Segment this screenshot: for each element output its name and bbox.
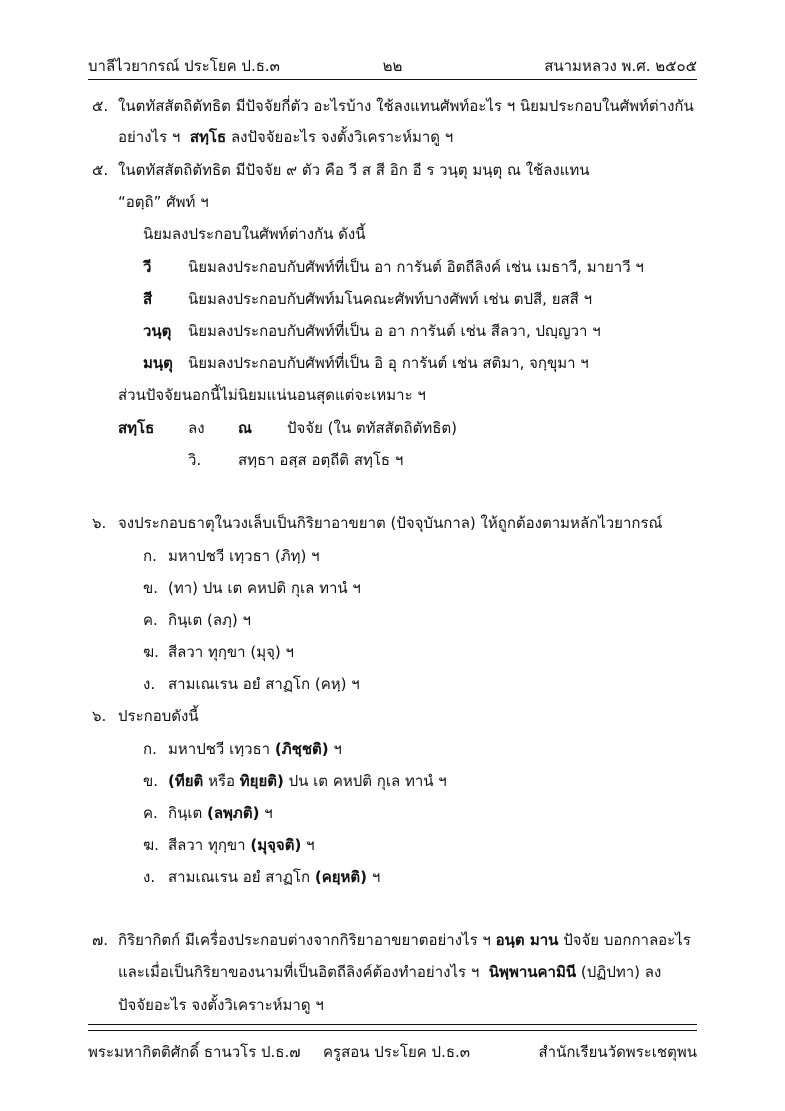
header-rule (88, 79, 697, 80)
a5-item-desc: นิยมลงประกอบกับศัพท์ที่เป็น อิ อุ การันต์ เช่น สติมา, จกฺขุมา ฯ (188, 354, 589, 372)
q7-line2: และเมื่อเป็นกิริยาของนามที่เป็นอิตถีลิงค์ต้องทำอย่างไร ฯ นิพฺพานคามินี (ปฏิปทา) ลง (118, 963, 662, 981)
page-number: ๒๒ (382, 57, 403, 75)
a6-item-text: สีลวา ทุกฺขา (มุจฺจติ) ฯ (168, 836, 315, 854)
a5-line1: ในตทัสสัตถิตัทธิต มีปัจจัย ๙ ตัว คือ วี ส สี อิก อี ร วนฺตุ มนฺตุ ณ ใช้ลงแทน (118, 161, 590, 179)
q6-item-label: ค. (143, 611, 158, 629)
page-header (88, 50, 697, 78)
q6-number: ๖. (92, 514, 107, 532)
q7-number: ๗. (92, 931, 109, 949)
vi-label: วิ. (188, 451, 202, 469)
a6-item-label: ง. (143, 868, 156, 886)
a5-item-desc: นิยมลงประกอบกับศัพท์ที่เป็น อา การันต์ อิตถีลิงค์ เช่น เมธาวี, มายาวี ฯ (188, 258, 644, 276)
footer-right: สำนักเรียนวัดพระเชตุพน (538, 1043, 697, 1061)
a5-item-term: วี (143, 258, 152, 276)
footer-left: พระมหากิตติศักดิ์ ธานวโร ป.ธ.๗ (88, 1043, 301, 1061)
a6-number: ๖. (92, 707, 107, 725)
a5-item-desc: นิยมลงประกอบกับศัพท์มโนคณะศัพท์บางศัพท์ เช่น ตปสี, ยสสี ฯ (188, 290, 593, 308)
a5-line3: นิยมลงประกอบในศัพท์ต่างกัน ดังนี้ (143, 225, 366, 243)
q7-line1: กิริยากิตก์ มีเครื่องประกอบต่างจากกิริยาอาขยาตอย่างไร ฯ อนฺต มาน ปัจจัย บอกกาลอะไร (118, 931, 691, 949)
page-footer (88, 1040, 697, 1064)
q6-item-text: กินฺเต (ลภฺ) ฯ (168, 611, 251, 629)
a5-answer-desc: ปัจจัย (ใน ตทัสสัตถิตัทธิต) (287, 419, 457, 437)
a5-number: ๕. (92, 161, 109, 179)
q6-item-text: สีลวา ทุกฺขา (มุจฺ) ฯ (168, 643, 294, 661)
q6-item-label: ฆ. (143, 643, 159, 661)
q5-line2: อย่างไร ฯ สทฺโธ ลงปัจจัยอะไร จงตั้งวิเคราะห์มาดู ฯ (118, 128, 454, 146)
header-right: สนามหลวง พ.ศ. ๒๕๐๕ (544, 57, 697, 75)
a5-item-term: สี (143, 290, 153, 308)
q5-line1: ในตทัสสัตถิตัทธิต มีปัจจัยกี่ตัว อะไรบ้าง ใช้ลงแทนศัพท์อะไร ฯ นิยมประกอบในศัพท์ต่างกัน (118, 97, 694, 115)
footer-center: ครูสอน ประโยค ป.ธ.๓ (323, 1043, 471, 1061)
a6-item-label: ค. (143, 804, 158, 822)
q6-title: จงประกอบธาตุในวงเล็บเป็นกิริยาอาขยาต (ปัจจุบันกาล) ให้ถูกต้องตามหลักไวยากรณ์ (118, 514, 663, 532)
q6-item-label: ก. (143, 547, 157, 565)
a5-line2: “อตฺถิ” ศัพท์ ฯ (118, 193, 209, 211)
q6-item-label: ข. (143, 579, 159, 597)
a6-item-label: ฆ. (143, 836, 159, 854)
q7-line3: ปัจจัยอะไร จงตั้งวิเคราะห์มาดู ฯ (118, 996, 324, 1014)
a5-answer-suffix: ณ (238, 419, 252, 437)
a6-item-label: ข. (143, 772, 159, 790)
q6-item-label: ง. (143, 675, 156, 693)
q6-item-text: มหาปชวี เทฺวธา (ภิทฺ) ฯ (168, 547, 320, 565)
a5-rest: ส่วนปัจจัยนอกนี้ไม่นิยมแน่นอนสุดแต่จะเหมาะ ฯ (118, 386, 426, 404)
a5-item-term: มนฺตุ (143, 354, 173, 372)
header-left: บาลีไวยากรณ์ ประโยค ป.ธ.๓ (88, 57, 280, 75)
q6-item-text: (ทา) ปน เต คหปติ กุเล ทานํ ฯ (168, 579, 361, 597)
q5-term: สทฺโธ (189, 128, 227, 146)
q5-number: ๕. (92, 97, 109, 115)
vi-text: สทฺธา อสฺส อตฺถีติ สทฺโธ ฯ (238, 451, 404, 469)
a6-item-text: มหาปชวี เทฺวธา (ภิชฺชติ) ฯ (168, 740, 342, 758)
a6-item-text: (ทียติ หรือ ทิยฺยติ) ปน เต คหปติ กุเล ทานํ ฯ (168, 772, 447, 790)
footer-rule-bottom (88, 1030, 697, 1031)
a5-answer-verb: ลง (188, 419, 205, 437)
a6-item-text: กินฺเต (ลพฺภติ) ฯ (168, 804, 273, 822)
q6-item-text: สามเณเรน อยํ สาฏโก (คหฺ) ฯ (168, 675, 360, 693)
a5-answer-term: สทฺโธ (118, 419, 155, 437)
a6-title: ประกอบดังนี้ (118, 707, 199, 725)
footer-rule-top (88, 1024, 697, 1025)
a6-item-label: ก. (143, 740, 157, 758)
a5-item-desc: นิยมลงประกอบกับศัพท์ที่เป็น อ อา การันต์ เช่น สีลวา, ปญฺญวา ฯ (188, 322, 601, 340)
a6-item-text: สามเณเรน อยํ สาฏโก (คยฺหติ) ฯ (168, 868, 381, 886)
a5-item-term: วนฺตุ (143, 322, 172, 340)
